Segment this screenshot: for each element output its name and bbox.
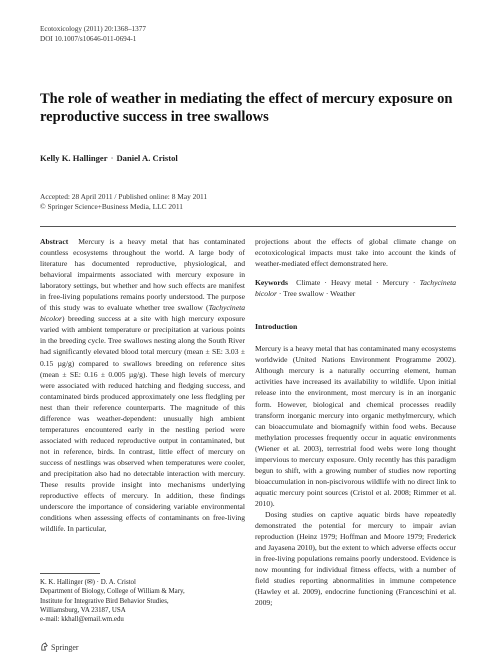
species-name: Tachycineta bicolor [255,278,456,299]
copyright-line: © Springer Science+Business Media, LLC 2011 [40,202,183,211]
intro-paragraph-2: Dosing studies on captive aquatic birds have repeatedly demonstrated the potential for mercury to impair avian reproduction (Heinz 1979; Hoffman and Moore 1979; Frederick and Jayasena 2010), but the extent to which adverse effects occur in free-living populations remains poorly understood. Evidence is now mounting for individual fitness effects, with a number of field studies reporting abnormalities in immune competence (Hawley et al. 2009), endocrine functioning (Franceschini et al. 2009; [255,509,456,608]
left-column [40,236,245,534]
accepted-published-dates: Accepted: 28 April 2011 / Published online: 8 May 2011 [40,192,208,201]
article-dates [40,192,207,212]
publisher-logo [40,642,79,652]
species-name: Tachycineta bicolor [40,303,245,324]
article-title: The role of weather in mediating the effect of mercury exposure on reproductive success in tree swallows [40,91,453,125]
abstract-label: Abstract [40,237,69,246]
author-name[interactable]: Daniel A. Cristol [116,153,178,163]
section-heading-introduction: Introduction [255,322,298,332]
author-name[interactable]: Kelly K. Hallinger [40,153,108,163]
doi: DOI 10.1007/s10646-011-0694-1 [40,35,137,43]
contact-email[interactable]: e-mail: kkhall@email.wm.edu [40,616,124,624]
intro-paragraph-1: Mercury is a heavy metal that has contaminated many ecosystems worldwide (United Nations Environment Programme 2002). Although mercury is a naturally occurring element, human activities have increased its availability to wildlife. Upon initial release into the environment, most mercury is in an inorganic form. However, biological and chemical processes readily transform inorganic mercury into organic methylmercury, which can bioaccumulate and biomagnify within food webs. Because methylation processes frequently occur in aquatic environments (Wiener et al. 2003), terrestrial food webs were long thought impervious to mercury exposure. Only recently has this paradigm begun to shift, with a growing number of studies now reporting bioaccumulation in non-piscivorous wildlife with no direct link to aquatic mercury point sources (Cristol et al. 2008; Rimmer et al. 2010). [255,344,456,508]
abstract-paragraph: Abstract Mercury is a heavy metal that has contaminated countless ecosystems throughout the world. A large body of literature has documented reproductive, physiological, and behavioral impairments associated with mercury exposure in laboratory settings, but whether and how such effects are manifest in free-living populations remains poorly understood. The purpose of this study was to evaluate whether tree swallow (Tachycineta bicolor) breeding success at a site with high mercury exposure varied with ambient temperature or precipitation at various points in the breeding cycle. Tree swallows nesting along the South River had significantly elevated blood total mercury (mean ± SE: 3.03 ± 0.15 µg/g) compared to swallows breeding on reference sites (mean ± SE: 0.16 ± 0.005 µg/g). These high levels of mercury were associated with reduced hatching and fledging success, and contaminated birds produced approximately one less fledgling per nest than their reference counterparts. The magnitude of this difference was weather-dependent: unusually high ambient temperatures encountered early in the nestling period were associated with reduced reproductive output in contaminated, but not in reference, birds. In contrast, little effect of mercury on success of nestlings was observed when temperatures were cooler, and precipitation also had no detectable interaction with mercury. These results provide insight into mechanisms underlying reproductive effects of mercury. In addition, these findings underscore the importance of considering variable environmental conditions when assessing effects of contaminants on free-living wildlife. In particular, [40,237,245,534]
right-column [255,236,456,608]
author-affiliation [40,578,245,624]
journal-header [40,24,146,44]
journal-citation: Ecotoxicology (2011) 20:1368–1377 [40,25,146,33]
header-divider [40,226,456,227]
author-line [40,153,178,163]
affiliation-city: Williamsburg, VA 23187, USA [40,606,126,614]
affiliation-institute: Institute for Integrative Bird Behavior Studies, [40,597,169,605]
affiliation-department: Department of Biology, College of William & Mary, [40,588,185,596]
footnote-divider [40,573,100,574]
keywords: Keywords Climate · Heavy metal · Mercury · Tachycineta bicolor · Tree swallow · Weather [255,278,456,299]
publisher-name: Springer [51,643,79,652]
keywords-label: Keywords [255,278,288,288]
abstract-continued: projections about the effects of global climate change on ecotoxicological impacts must take into account the kinds of weather-mediated effect demonstrated here. [255,237,456,269]
author-separator: · [110,153,114,163]
affiliation-authors: K. K. Hallinger (✉) · D. A. Cristol [40,579,136,586]
springer-knight-icon [40,642,49,651]
